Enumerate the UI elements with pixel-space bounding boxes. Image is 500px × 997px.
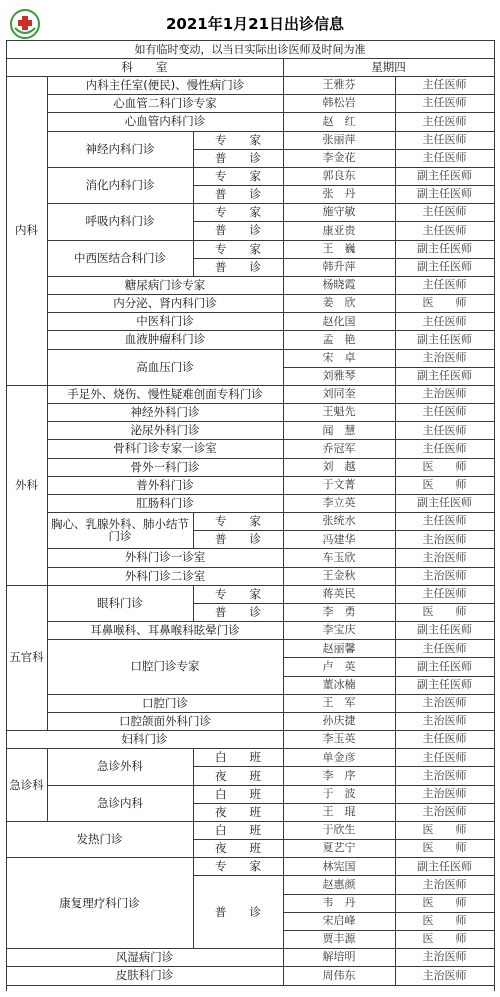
shift-type-17: 夜 班 bbox=[215, 841, 261, 856]
row-line bbox=[193, 258, 495, 259]
doctor-title: 主治医师 bbox=[422, 568, 467, 582]
row-line bbox=[6, 948, 495, 949]
doctor-title: 医 师 bbox=[422, 478, 467, 492]
doctor-title: 副主任医师 bbox=[417, 859, 472, 873]
clinic-8: 内分泌、肾内科门诊 bbox=[113, 296, 217, 311]
doctor-name: 周伟东 bbox=[322, 968, 356, 982]
row-line bbox=[47, 639, 495, 640]
doctor-title: 副主任医师 bbox=[417, 677, 472, 691]
doctor-name: 赵丽馨 bbox=[322, 641, 356, 655]
header-day: 星期四 bbox=[371, 59, 406, 74]
row-line bbox=[47, 439, 495, 440]
row-line bbox=[47, 131, 495, 132]
doctor-title: 主任医师 bbox=[422, 514, 467, 528]
shift-type-11: 普 诊 bbox=[215, 604, 261, 619]
row-line bbox=[47, 112, 495, 113]
doctor-title: 主任医师 bbox=[422, 114, 467, 128]
doctor-title: 医 师 bbox=[422, 605, 467, 619]
col-line-clinic bbox=[193, 585, 194, 621]
row-line bbox=[47, 458, 495, 459]
col-line-clinic bbox=[193, 240, 194, 276]
doctor-title: 主治医师 bbox=[422, 805, 467, 819]
doctor-title: 医 师 bbox=[422, 841, 467, 855]
doctor-title: 主任医师 bbox=[422, 732, 467, 746]
doctor-name: 张 丹 bbox=[322, 187, 356, 201]
doctor-name: 郭良东 bbox=[322, 169, 356, 183]
col-line-clinic bbox=[193, 203, 194, 239]
doctor-title: 主治医师 bbox=[422, 350, 467, 364]
doctor-title: 主任医师 bbox=[422, 314, 467, 328]
shift-type-15: 夜 班 bbox=[215, 804, 261, 819]
doctor-title: 主任医师 bbox=[422, 96, 467, 110]
row-line bbox=[47, 567, 495, 568]
clinic-10: 血液肿瘤科门诊 bbox=[124, 332, 206, 347]
row-line bbox=[47, 294, 495, 295]
clinic-16: 骨外一科门诊 bbox=[130, 459, 200, 474]
doctor-name: 贾丰源 bbox=[322, 932, 356, 946]
clinic-24: 口腔门诊专家 bbox=[130, 659, 200, 674]
doctor-name: 康亚贵 bbox=[322, 223, 356, 237]
row-line bbox=[6, 821, 495, 822]
doctor-title: 副主任医师 bbox=[417, 623, 472, 637]
doctor-title: 副主任医师 bbox=[417, 332, 472, 346]
row-line bbox=[6, 966, 495, 967]
dept-group-0: 内科 bbox=[15, 223, 38, 238]
clinic-20: 外科门诊一诊室 bbox=[124, 550, 206, 565]
clinic-25: 口腔门诊 bbox=[142, 695, 188, 710]
dept-group-1: 外科 bbox=[15, 477, 38, 492]
col-line-group bbox=[193, 821, 194, 857]
doctor-name: 张丽萍 bbox=[322, 132, 356, 146]
clinic-1: 心血管二科门诊专家 bbox=[113, 96, 217, 111]
doctor-name: 冯建华 bbox=[322, 532, 356, 546]
doctor-name: 孙庆捷 bbox=[322, 714, 356, 728]
doctor-title: 主任医师 bbox=[422, 278, 467, 292]
clinic-12: 手足外、烧伤、慢性疑难创面专科门诊 bbox=[67, 386, 263, 401]
doctor-name: 车玉欣 bbox=[322, 550, 356, 564]
doctor-title: 副主任医师 bbox=[417, 187, 472, 201]
doctor-title: 主任医师 bbox=[422, 205, 467, 219]
shift-type-18: 专 家 bbox=[215, 859, 261, 874]
clinic-9: 中医科门诊 bbox=[136, 314, 194, 329]
clinic-29: 急诊内科 bbox=[97, 795, 143, 810]
doctor-name: 王魁先 bbox=[322, 405, 356, 419]
dept-group-2: 五官科 bbox=[9, 650, 44, 665]
doctor-title: 主治医师 bbox=[422, 714, 467, 728]
row-line bbox=[193, 530, 495, 531]
row-line bbox=[47, 621, 495, 622]
row-line bbox=[193, 149, 495, 150]
dept-group-5: 康复理疗科门诊 bbox=[59, 895, 140, 910]
col-line-clinic bbox=[193, 748, 194, 784]
row-line bbox=[47, 312, 495, 313]
doctor-name: 韩松岩 bbox=[322, 96, 356, 110]
row-line bbox=[193, 603, 495, 604]
doctor-name: 宋 卓 bbox=[322, 350, 356, 364]
row-line bbox=[6, 748, 495, 749]
doctor-name: 宋启峰 bbox=[322, 914, 356, 928]
row-line bbox=[47, 421, 495, 422]
doctor-name: 孟 艳 bbox=[322, 332, 356, 346]
doctor-title: 主治医师 bbox=[422, 550, 467, 564]
clinic-4: 消化内科门诊 bbox=[85, 177, 155, 192]
col-line-group bbox=[47, 585, 48, 730]
clinic-19: 胸心、乳腺外科、肺小结节门诊 bbox=[51, 517, 189, 544]
clinic-17: 普外科门诊 bbox=[136, 477, 194, 492]
doctor-title: 医 师 bbox=[422, 895, 467, 909]
doctor-name: 李 勇 bbox=[322, 605, 356, 619]
clinic-18: 肛肠科门诊 bbox=[136, 495, 194, 510]
clinic-5: 呼吸内科门诊 bbox=[85, 214, 155, 229]
doctor-title: 医 师 bbox=[422, 296, 467, 310]
doctor-title: 主任医师 bbox=[422, 405, 467, 419]
dept-group-3: 急诊科 bbox=[9, 777, 44, 792]
col-line-clinic bbox=[193, 131, 194, 167]
shift-type-6: 专 家 bbox=[215, 241, 261, 256]
doctor-title: 主治医师 bbox=[422, 950, 467, 964]
col-line-clinic bbox=[193, 512, 194, 548]
row-line bbox=[47, 94, 495, 95]
clinic-2: 心血管内科门诊 bbox=[124, 114, 206, 129]
shift-type-2: 专 家 bbox=[215, 168, 261, 183]
row-line bbox=[47, 330, 495, 331]
row-line bbox=[283, 894, 495, 895]
clinic-21: 外科门诊二诊室 bbox=[124, 568, 206, 583]
doctor-name: 赵化国 bbox=[322, 314, 356, 328]
doctor-title: 主任医师 bbox=[422, 150, 467, 164]
doctor-name: 林宪国 bbox=[322, 859, 356, 873]
clinic-15: 骨科门诊专家一诊室 bbox=[113, 441, 217, 456]
col-line-title bbox=[395, 76, 396, 985]
doctor-title: 主治医师 bbox=[422, 768, 467, 782]
col-line-clinic bbox=[193, 167, 194, 203]
doctor-title: 副主任医师 bbox=[417, 169, 472, 183]
row-line bbox=[193, 875, 495, 876]
row-line bbox=[283, 367, 495, 368]
doctor-name: 杨晓霞 bbox=[322, 278, 356, 292]
clinic-6: 中西医结合科门诊 bbox=[74, 250, 166, 265]
frame-right bbox=[494, 40, 495, 991]
doctor-name: 韩升萍 bbox=[322, 259, 356, 273]
doctor-title: 主任医师 bbox=[422, 587, 467, 601]
doctor-name: 刘雅琴 bbox=[322, 369, 356, 383]
row-line bbox=[47, 494, 495, 495]
col-line-group bbox=[47, 76, 48, 385]
col-line-doctor bbox=[283, 76, 284, 985]
header-dept: 科 室 bbox=[121, 59, 168, 74]
doctor-name: 王 军 bbox=[322, 696, 356, 710]
doctor-title: 医 师 bbox=[422, 914, 467, 928]
clinic-27: 妇科门诊 bbox=[121, 732, 168, 747]
shift-type-13: 夜 班 bbox=[215, 768, 261, 783]
row-line bbox=[283, 930, 495, 931]
row-line bbox=[6, 585, 495, 586]
row-line bbox=[47, 512, 495, 513]
doctor-name: 施守敏 bbox=[322, 205, 356, 219]
row-line bbox=[6, 857, 495, 858]
doctor-name: 蒋英民 bbox=[322, 587, 356, 601]
clinic-22: 眼科门诊 bbox=[97, 595, 143, 610]
row-line bbox=[193, 766, 495, 767]
doctor-name: 刘同奎 bbox=[322, 387, 356, 401]
page-title: 2021年1月21日出诊信息 bbox=[165, 14, 345, 33]
row-line bbox=[47, 276, 495, 277]
row-line bbox=[47, 403, 495, 404]
doctor-name: 李玉英 bbox=[322, 732, 356, 746]
doctor-title: 主任医师 bbox=[422, 750, 467, 764]
doctor-title: 医 师 bbox=[422, 932, 467, 946]
doctor-title: 副主任医师 bbox=[417, 659, 472, 673]
doctor-name: 李宝庆 bbox=[322, 623, 356, 637]
doctor-title: 副主任医师 bbox=[417, 259, 472, 273]
doctor-title: 医 师 bbox=[422, 459, 467, 473]
row-line bbox=[47, 203, 495, 204]
shift-type-5: 普 诊 bbox=[215, 223, 261, 238]
shift-type-10: 专 家 bbox=[215, 586, 261, 601]
doctor-name: 姜 欣 bbox=[322, 296, 356, 310]
doctor-name: 王 巍 bbox=[322, 241, 356, 255]
doctor-title: 主任医师 bbox=[422, 223, 467, 237]
doctor-title: 医 师 bbox=[422, 823, 467, 837]
doctor-name: 解培明 bbox=[322, 950, 356, 964]
clinic-30: 风湿病门诊 bbox=[115, 950, 174, 965]
row-line bbox=[193, 221, 495, 222]
doctor-title: 主任医师 bbox=[422, 441, 467, 455]
row-line bbox=[47, 349, 495, 350]
row-line bbox=[6, 385, 495, 386]
doctor-name: 王金秋 bbox=[322, 568, 356, 582]
doctor-title: 主治医师 bbox=[422, 968, 467, 982]
doctor-name: 闻 慧 bbox=[322, 423, 356, 437]
doctor-name: 李金花 bbox=[322, 150, 356, 164]
doctor-name: 刘 越 bbox=[322, 459, 356, 473]
col-line-group bbox=[47, 748, 48, 821]
doctor-name: 夏艺宁 bbox=[322, 841, 356, 855]
doctor-name: 于文菁 bbox=[322, 478, 356, 492]
doctor-name: 李立英 bbox=[322, 496, 356, 510]
shift-type-3: 普 诊 bbox=[215, 187, 261, 202]
row-line bbox=[47, 240, 495, 241]
row-line bbox=[6, 985, 495, 986]
row-line bbox=[47, 712, 495, 713]
shift-type-7: 普 诊 bbox=[215, 259, 261, 274]
clinic-7: 糖尿病门诊专家 bbox=[124, 277, 206, 292]
shift-type-1: 普 诊 bbox=[215, 150, 261, 165]
row-line bbox=[193, 839, 495, 840]
doctor-title: 副主任医师 bbox=[417, 241, 472, 255]
doctor-name: 张统水 bbox=[322, 514, 356, 528]
row-line bbox=[283, 676, 495, 677]
doctor-name: 王雅芬 bbox=[322, 78, 356, 92]
clinic-13: 神经外科门诊 bbox=[130, 405, 200, 420]
clinic-14: 泌尿外科门诊 bbox=[130, 423, 200, 438]
doctor-title: 主治医师 bbox=[422, 696, 467, 710]
clinic-26: 口腔颌面外科门诊 bbox=[119, 713, 211, 728]
clinic-3: 神经内科门诊 bbox=[85, 141, 155, 156]
row-line bbox=[283, 657, 495, 658]
clinic-0: 内科主任室(便民)、慢性病门诊 bbox=[85, 78, 245, 93]
doctor-name: 单金彦 bbox=[322, 750, 356, 764]
notice-text: 如有临时变动，以当日实际出诊医师及时间为准 bbox=[134, 42, 366, 56]
shift-type-general-kangfu: 普 诊 bbox=[215, 904, 261, 919]
row-line bbox=[47, 785, 495, 786]
shift-type-14: 白 班 bbox=[215, 786, 261, 801]
doctor-title: 副主任医师 bbox=[417, 369, 472, 383]
col-line-group bbox=[193, 857, 194, 948]
clinic-31: 皮肤科门诊 bbox=[115, 968, 174, 983]
doctor-title: 主任医师 bbox=[422, 423, 467, 437]
doctor-title: 主任医师 bbox=[422, 78, 467, 92]
col-line-clinic bbox=[193, 785, 194, 821]
doctor-title: 主治医师 bbox=[422, 387, 467, 401]
doctor-name: 于 波 bbox=[322, 786, 356, 800]
doctor-name: 赵 红 bbox=[322, 114, 356, 128]
clinic-11: 高血压门诊 bbox=[136, 359, 194, 374]
doctor-name: 董冰楠 bbox=[322, 677, 356, 691]
shift-type-0: 专 家 bbox=[215, 132, 261, 147]
row-line bbox=[47, 167, 495, 168]
row-line bbox=[47, 548, 495, 549]
shift-type-12: 白 班 bbox=[215, 750, 261, 765]
doctor-title: 主任医师 bbox=[422, 641, 467, 655]
doctor-title: 主治医师 bbox=[422, 877, 467, 891]
row-line bbox=[47, 694, 495, 695]
shift-type-8: 专 家 bbox=[215, 514, 261, 529]
shift-type-9: 普 诊 bbox=[215, 532, 261, 547]
doctor-name: 卢 英 bbox=[322, 659, 356, 673]
doctor-title: 主治医师 bbox=[422, 786, 467, 800]
clinic-23: 耳鼻喉科、耳鼻喉科眩晕门诊 bbox=[90, 623, 240, 638]
doctor-name: 于欣生 bbox=[322, 823, 356, 837]
doctor-name: 李 序 bbox=[322, 768, 356, 782]
doctor-title: 副主任医师 bbox=[417, 496, 472, 510]
row-line bbox=[47, 476, 495, 477]
row-line bbox=[193, 185, 495, 186]
doctor-name: 赵惠颜 bbox=[322, 877, 356, 891]
doctor-name: 韦 丹 bbox=[322, 895, 356, 909]
dept-group-4: 发热门诊 bbox=[76, 832, 123, 847]
doctor-name: 王 琨 bbox=[322, 805, 356, 819]
doctor-title: 主任医师 bbox=[422, 132, 467, 146]
shift-type-4: 专 家 bbox=[215, 205, 261, 220]
clinic-28: 急诊外科 bbox=[97, 759, 143, 774]
row-line bbox=[6, 730, 495, 731]
doctor-name: 乔冠军 bbox=[322, 441, 356, 455]
col-line-group bbox=[47, 385, 48, 585]
shift-type-16: 白 班 bbox=[215, 823, 261, 838]
doctor-title: 主治医师 bbox=[422, 532, 467, 546]
row-line bbox=[193, 803, 495, 804]
frame-top bbox=[6, 40, 495, 41]
row-line bbox=[283, 912, 495, 913]
